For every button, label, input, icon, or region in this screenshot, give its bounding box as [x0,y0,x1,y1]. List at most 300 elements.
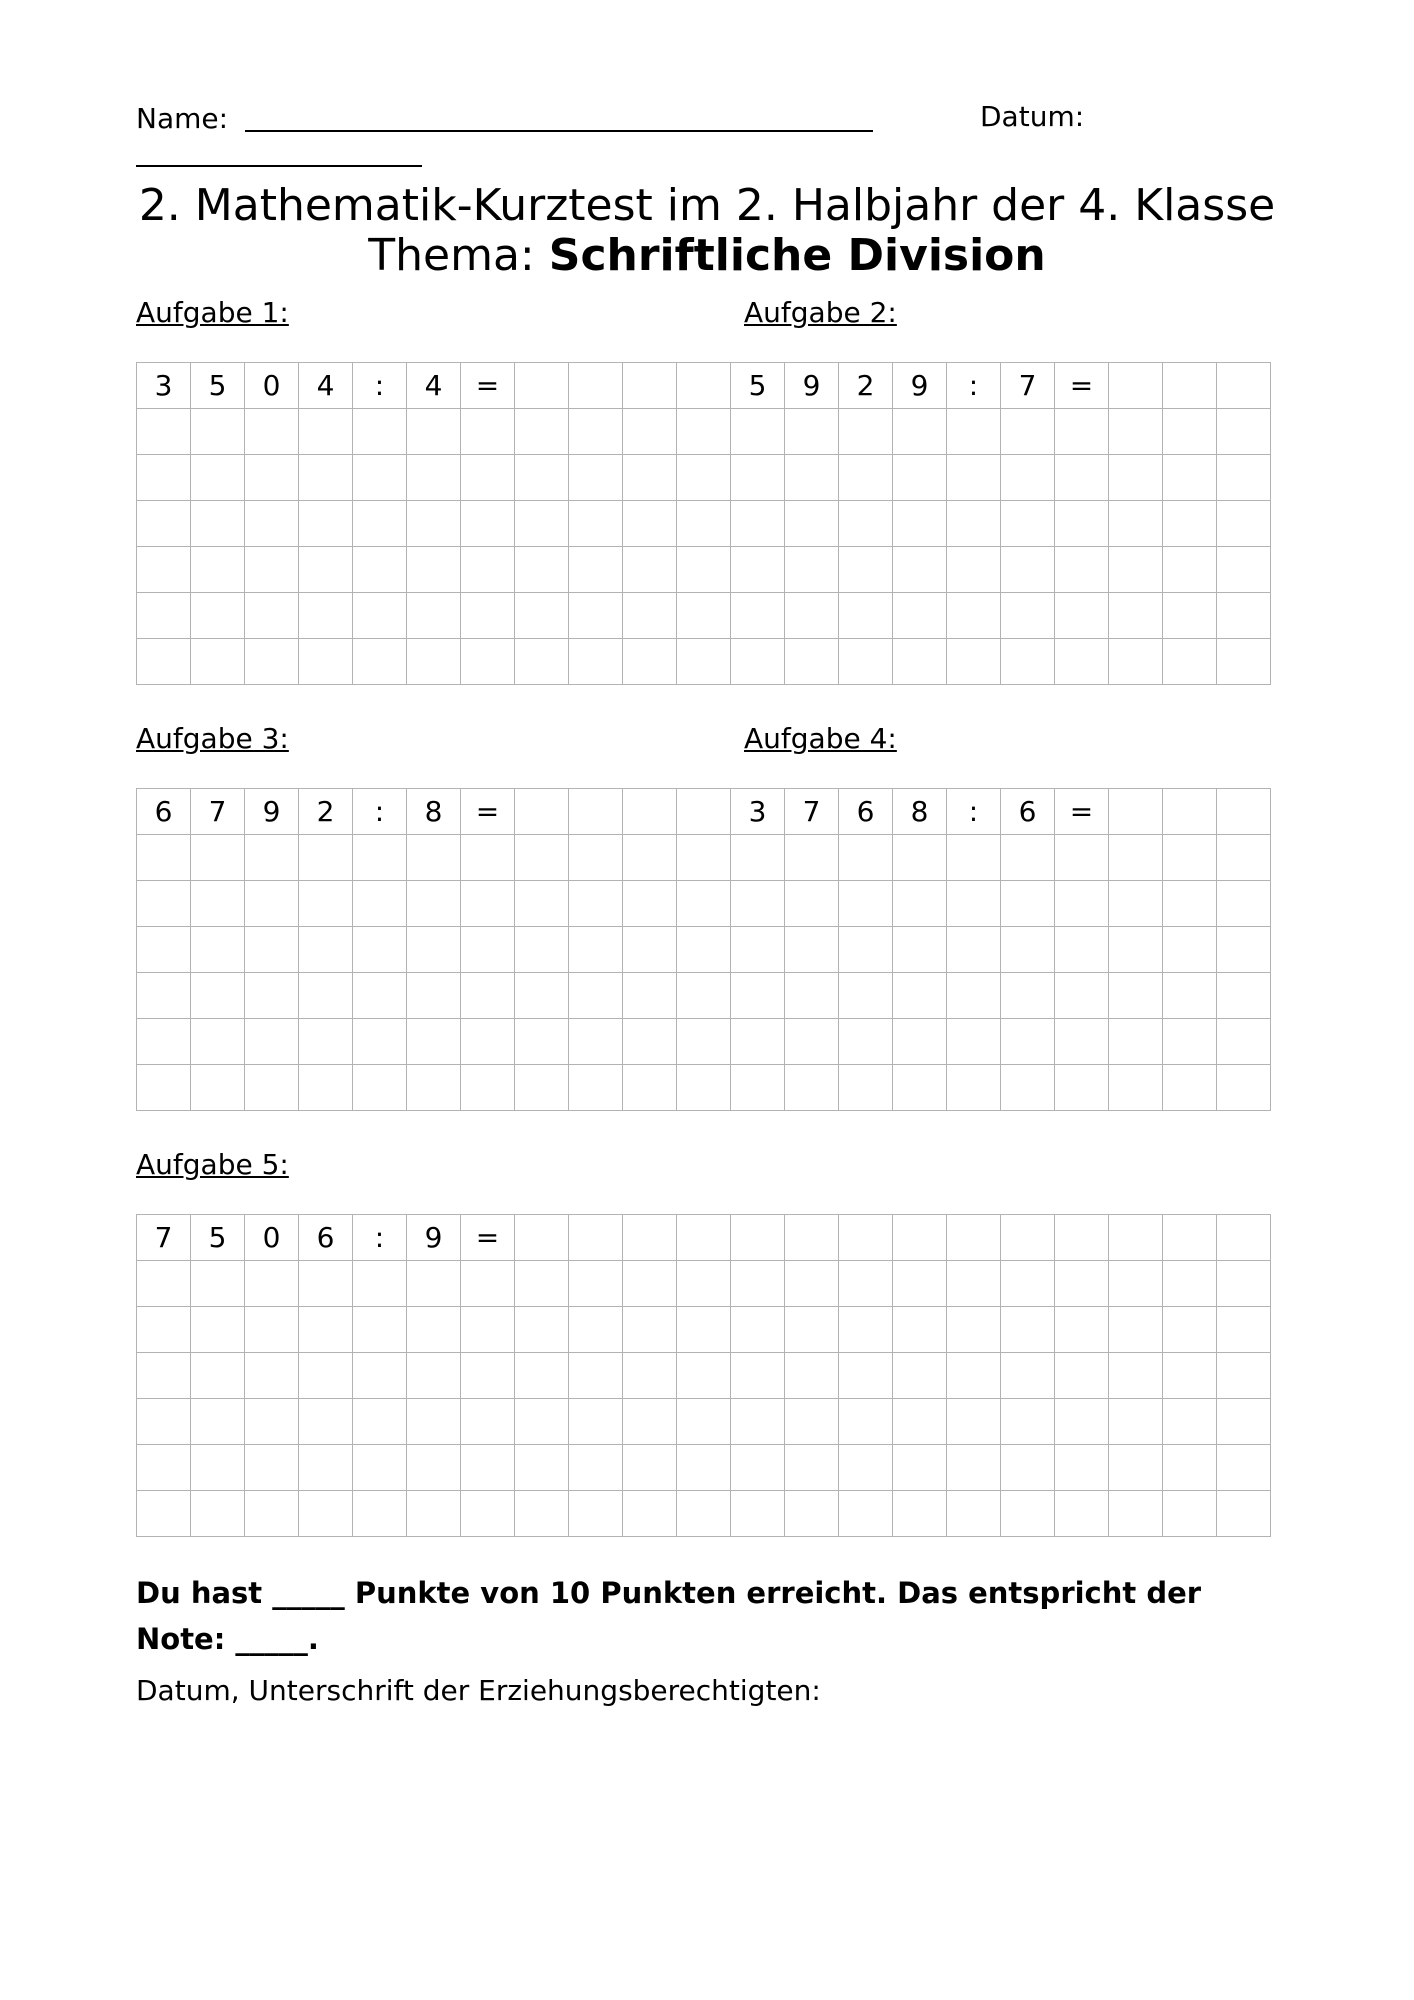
grid-cell[interactable] [407,927,461,973]
grid-cell[interactable] [893,973,947,1019]
grid-cell[interactable] [1055,639,1109,685]
problem-cell[interactable]: 9 [407,1215,461,1261]
problem-cell[interactable]: 2 [839,363,893,409]
grid-cell[interactable] [1001,501,1055,547]
grid-cell[interactable] [191,409,245,455]
grid-cell[interactable] [623,1353,677,1399]
grid-cell[interactable] [569,1215,623,1261]
grid-cell[interactable] [1001,1065,1055,1111]
grid-cell[interactable] [137,927,191,973]
task-grid-3[interactable] [136,788,1271,1111]
grid-cell[interactable] [1217,639,1271,685]
grid-cell[interactable] [569,1353,623,1399]
grid-cell[interactable] [1163,789,1217,835]
grid-cell[interactable] [785,927,839,973]
problem-cell[interactable]: 5 [191,363,245,409]
grid-cell[interactable] [245,547,299,593]
problem-cell[interactable]: 7 [785,789,839,835]
grid-cell[interactable] [353,1353,407,1399]
grid-cell[interactable] [1217,455,1271,501]
grid-cell[interactable] [299,927,353,973]
grid-cell[interactable] [947,927,1001,973]
grid-cell[interactable] [947,1307,1001,1353]
grid-cell[interactable] [353,1307,407,1353]
grid-cell[interactable] [677,547,731,593]
problem-cell[interactable]: = [461,1215,515,1261]
grid-cell[interactable] [1055,1065,1109,1111]
grid-cell[interactable] [1055,1307,1109,1353]
grid-cell[interactable] [785,1019,839,1065]
grid-cell[interactable] [1055,455,1109,501]
grid-cell[interactable] [623,1399,677,1445]
grid-cell[interactable] [461,501,515,547]
grid-cell[interactable] [947,881,1001,927]
grid-cell[interactable] [677,835,731,881]
grid-cell[interactable] [1163,455,1217,501]
grid-cell[interactable] [407,1491,461,1537]
grid-cell[interactable] [1055,501,1109,547]
grid-cell[interactable] [569,927,623,973]
grid-cell[interactable] [1055,1261,1109,1307]
grid-cell[interactable] [1055,547,1109,593]
grid-cell[interactable] [947,1491,1001,1537]
grid-cell[interactable] [353,1261,407,1307]
grid-cell[interactable] [137,639,191,685]
grid-cell[interactable] [947,547,1001,593]
grid-cell[interactable] [407,835,461,881]
grid-cell[interactable] [731,639,785,685]
grid-cell[interactable] [1217,363,1271,409]
grid-cell[interactable] [839,1353,893,1399]
grid-cell[interactable] [407,547,461,593]
grid-cell[interactable] [731,409,785,455]
grid-cell[interactable] [245,1399,299,1445]
grid-cell[interactable] [1163,409,1217,455]
grid-cell[interactable] [893,1215,947,1261]
grid-cell[interactable] [299,1307,353,1353]
grid-cell[interactable] [1001,835,1055,881]
grid-cell[interactable] [407,1065,461,1111]
grid-cell[interactable] [299,501,353,547]
problem-cell[interactable]: = [461,789,515,835]
grid-cell[interactable] [839,1491,893,1537]
grid-cell[interactable] [191,1019,245,1065]
grid-cell[interactable] [137,881,191,927]
grid-cell[interactable] [569,881,623,927]
grid-cell[interactable] [623,409,677,455]
grid-cell[interactable] [839,1215,893,1261]
grid-cell[interactable] [515,363,569,409]
grid-cell[interactable] [569,363,623,409]
grid-cell[interactable] [1109,789,1163,835]
grid-cell[interactable] [1217,1399,1271,1445]
grid-cell[interactable] [1163,1065,1217,1111]
grid-cell[interactable] [245,455,299,501]
grid-cell[interactable] [569,1065,623,1111]
problem-cell[interactable]: = [1055,789,1109,835]
grid-cell[interactable] [623,639,677,685]
grid-cell[interactable] [839,1261,893,1307]
grid-cell[interactable] [353,973,407,1019]
grid-cell[interactable] [785,455,839,501]
problem-cell[interactable]: 3 [137,363,191,409]
problem-cell[interactable]: 7 [1001,363,1055,409]
grid-cell[interactable] [839,593,893,639]
problem-cell[interactable]: = [461,363,515,409]
grid-cell[interactable] [947,973,1001,1019]
grid-cell[interactable] [731,1215,785,1261]
grid-cell[interactable] [1109,835,1163,881]
grid-cell[interactable] [1001,1215,1055,1261]
grid-cell[interactable] [1109,1215,1163,1261]
grid-cell[interactable] [569,1019,623,1065]
grid-cell[interactable] [137,1261,191,1307]
grid-cell[interactable] [1109,881,1163,927]
problem-cell[interactable]: 6 [137,789,191,835]
grid-cell[interactable] [515,1399,569,1445]
grid-cell[interactable] [1163,1019,1217,1065]
grid-cell[interactable] [1109,1491,1163,1537]
grid-cell[interactable] [407,409,461,455]
grid-cell[interactable] [1055,409,1109,455]
grid-cell[interactable] [731,927,785,973]
grid-cell[interactable] [407,593,461,639]
grid-cell[interactable] [731,1261,785,1307]
grid-cell[interactable] [515,1445,569,1491]
grid-cell[interactable] [245,927,299,973]
grid-cell[interactable] [1055,927,1109,973]
grid-cell[interactable] [1001,973,1055,1019]
grid-cell[interactable] [785,547,839,593]
grid-cell[interactable] [1163,1307,1217,1353]
grid-cell[interactable] [731,1399,785,1445]
grid-cell[interactable] [1163,1353,1217,1399]
grid-cell[interactable] [839,409,893,455]
grid-cell[interactable] [299,593,353,639]
grid-cell[interactable] [1217,1065,1271,1111]
grid-cell[interactable] [299,1261,353,1307]
grid-cell[interactable] [623,501,677,547]
grid-cell[interactable] [623,1261,677,1307]
grid-cell[interactable] [407,881,461,927]
grid-cell[interactable] [677,1261,731,1307]
grid-cell[interactable] [947,1399,1001,1445]
grid-cell[interactable] [461,1399,515,1445]
grid-cell[interactable] [515,1491,569,1537]
grid-cell[interactable] [1109,639,1163,685]
grid-cell[interactable] [191,881,245,927]
problem-cell[interactable]: 2 [299,789,353,835]
problem-cell[interactable]: 0 [245,1215,299,1261]
grid-cell[interactable] [623,927,677,973]
grid-cell[interactable] [137,835,191,881]
grid-cell[interactable] [785,1065,839,1111]
grid-cell[interactable] [1217,881,1271,927]
grid-cell[interactable] [245,973,299,1019]
grid-cell[interactable] [1001,1307,1055,1353]
grid-cell[interactable] [731,501,785,547]
grid-cell[interactable] [1001,593,1055,639]
grid-cell[interactable] [191,1399,245,1445]
grid-cell[interactable] [1055,881,1109,927]
grid-cell[interactable] [515,1065,569,1111]
grid-cell[interactable] [839,455,893,501]
grid-cell[interactable] [245,1445,299,1491]
grid-cell[interactable] [1217,409,1271,455]
grid-cell[interactable] [515,409,569,455]
grid-cell[interactable] [623,973,677,1019]
grid-cell[interactable] [353,1019,407,1065]
grid-cell[interactable] [245,1261,299,1307]
grid-cell[interactable] [839,881,893,927]
grid-cell[interactable] [731,455,785,501]
grid-cell[interactable] [947,593,1001,639]
grid-cell[interactable] [461,835,515,881]
grid-cell[interactable] [947,1065,1001,1111]
problem-cell[interactable]: : [353,1215,407,1261]
grid-cell[interactable] [515,973,569,1019]
grid-cell[interactable] [569,409,623,455]
grid-cell[interactable] [299,1445,353,1491]
grid-cell[interactable] [1163,835,1217,881]
grid-cell[interactable] [677,409,731,455]
grid-cell[interactable] [1055,1399,1109,1445]
grid-cell[interactable] [1163,547,1217,593]
grid-cell[interactable] [677,1399,731,1445]
grid-cell[interactable] [245,1491,299,1537]
grid-cell[interactable] [353,593,407,639]
problem-cell[interactable]: 5 [731,363,785,409]
grid-cell[interactable] [785,1491,839,1537]
grid-cell[interactable] [299,835,353,881]
grid-cell[interactable] [191,455,245,501]
grid-cell[interactable] [623,789,677,835]
problem-cell[interactable]: 9 [245,789,299,835]
grid-cell[interactable] [1109,1445,1163,1491]
grid-cell[interactable] [1217,1353,1271,1399]
grid-cell[interactable] [893,1261,947,1307]
grid-cell[interactable] [515,593,569,639]
grid-cell[interactable] [623,1491,677,1537]
grid-cell[interactable] [731,1307,785,1353]
grid-cell[interactable] [1217,1215,1271,1261]
grid-cell[interactable] [785,593,839,639]
grid-cell[interactable] [191,1491,245,1537]
grid-cell[interactable] [785,501,839,547]
grid-cell[interactable] [947,501,1001,547]
problem-cell[interactable]: 5 [191,1215,245,1261]
grid-cell[interactable] [893,835,947,881]
grid-cell[interactable] [461,881,515,927]
grid-cell[interactable] [515,1019,569,1065]
grid-cell[interactable] [461,639,515,685]
grid-cell[interactable] [569,1261,623,1307]
grid-cell[interactable] [893,1065,947,1111]
grid-cell[interactable] [947,1215,1001,1261]
grid-cell[interactable] [407,1445,461,1491]
grid-cell[interactable] [137,455,191,501]
grid-cell[interactable] [839,1399,893,1445]
grid-cell[interactable] [353,1065,407,1111]
problem-cell[interactable]: 6 [299,1215,353,1261]
grid-cell[interactable] [353,1399,407,1445]
grid-cell[interactable] [1055,1445,1109,1491]
grid-cell[interactable] [299,881,353,927]
grid-cell[interactable] [1001,455,1055,501]
grid-cell[interactable] [137,973,191,1019]
grid-cell[interactable] [137,409,191,455]
grid-cell[interactable] [137,1353,191,1399]
grid-cell[interactable] [731,881,785,927]
grid-cell[interactable] [731,593,785,639]
grid-cell[interactable] [191,1353,245,1399]
grid-cell[interactable] [461,973,515,1019]
grid-cell[interactable] [191,973,245,1019]
grid-cell[interactable] [839,835,893,881]
grid-cell[interactable] [623,1445,677,1491]
grid-cell[interactable] [1163,881,1217,927]
problem-cell[interactable]: 7 [137,1215,191,1261]
grid-cell[interactable] [1001,1491,1055,1537]
problem-cell[interactable]: = [1055,363,1109,409]
grid-cell[interactable] [461,1065,515,1111]
grid-cell[interactable] [1163,1445,1217,1491]
grid-cell[interactable] [515,455,569,501]
task-grid-5[interactable] [136,1214,1271,1537]
grid-cell[interactable] [137,593,191,639]
grid-cell[interactable] [1109,409,1163,455]
grid-cell[interactable] [1217,835,1271,881]
grid-cell[interactable] [191,1065,245,1111]
grid-cell[interactable] [407,455,461,501]
grid-cell[interactable] [677,455,731,501]
grid-cell[interactable] [839,1065,893,1111]
grid-cell[interactable] [785,1307,839,1353]
grid-cell[interactable] [677,1019,731,1065]
grid-cell[interactable] [245,835,299,881]
grid-cell[interactable] [1217,501,1271,547]
grid-cell[interactable] [1163,1215,1217,1261]
grid-cell[interactable] [1109,455,1163,501]
grid-cell[interactable] [353,881,407,927]
grid-cell[interactable] [191,639,245,685]
task-grid-1[interactable] [136,362,1271,685]
grid-cell[interactable] [677,881,731,927]
grid-cell[interactable] [893,1353,947,1399]
grid-cell[interactable] [731,547,785,593]
grid-cell[interactable] [893,639,947,685]
grid-cell[interactable] [191,501,245,547]
grid-cell[interactable] [785,881,839,927]
grid-cell[interactable] [1001,1445,1055,1491]
grid-cell[interactable] [947,1445,1001,1491]
problem-cell[interactable]: 3 [731,789,785,835]
grid-cell[interactable] [1055,593,1109,639]
grid-cell[interactable] [1001,927,1055,973]
grid-cell[interactable] [515,1353,569,1399]
grid-cell[interactable] [1001,881,1055,927]
name-input-line[interactable] [245,100,873,132]
grid-cell[interactable] [353,501,407,547]
grid-cell[interactable] [839,1307,893,1353]
grid-cell[interactable] [515,1261,569,1307]
grid-cell[interactable] [947,1353,1001,1399]
grid-cell[interactable] [1163,927,1217,973]
grid-cell[interactable] [785,409,839,455]
grid-cell[interactable] [137,1065,191,1111]
grid-cell[interactable] [1055,1019,1109,1065]
grid-cell[interactable] [731,1019,785,1065]
grid-cell[interactable] [569,1307,623,1353]
grid-cell[interactable] [893,1307,947,1353]
grid-cell[interactable] [461,927,515,973]
grid-cell[interactable] [353,927,407,973]
grid-cell[interactable] [1109,501,1163,547]
grid-cell[interactable] [407,501,461,547]
grid-cell[interactable] [1109,927,1163,973]
grid-cell[interactable] [1109,1065,1163,1111]
grid-cell[interactable] [1163,639,1217,685]
grid-cell[interactable] [785,973,839,1019]
grid-cell[interactable] [407,1019,461,1065]
grid-cell[interactable] [353,409,407,455]
grid-cell[interactable] [947,835,1001,881]
grid-cell[interactable] [191,927,245,973]
grid-cell[interactable] [245,1307,299,1353]
grid-cell[interactable] [623,363,677,409]
grid-cell[interactable] [785,835,839,881]
grid-cell[interactable] [407,1399,461,1445]
grid-cell[interactable] [407,973,461,1019]
grid-cell[interactable] [893,593,947,639]
grid-cell[interactable] [137,547,191,593]
grid-cell[interactable] [893,501,947,547]
grid-cell[interactable] [893,881,947,927]
grid-cell[interactable] [515,547,569,593]
grid-cell[interactable] [515,1307,569,1353]
grid-cell[interactable] [677,1215,731,1261]
problem-cell[interactable]: 6 [1001,789,1055,835]
grid-cell[interactable] [1055,1353,1109,1399]
grid-cell[interactable] [191,1261,245,1307]
grid-cell[interactable] [245,593,299,639]
grid-cell[interactable] [893,1019,947,1065]
grid-cell[interactable] [299,1399,353,1445]
grid-cell[interactable] [623,593,677,639]
grid-cell[interactable] [623,547,677,593]
grid-cell[interactable] [1109,363,1163,409]
grid-cell[interactable] [461,1445,515,1491]
grid-cell[interactable] [245,881,299,927]
grid-cell[interactable] [461,1019,515,1065]
grid-cell[interactable] [245,1065,299,1111]
grid-cell[interactable] [353,547,407,593]
grid-cell[interactable] [785,1399,839,1445]
grid-cell[interactable] [1217,593,1271,639]
grid-cell[interactable] [569,639,623,685]
problem-cell[interactable]: 4 [299,363,353,409]
problem-cell[interactable]: : [947,789,1001,835]
grid-cell[interactable] [677,639,731,685]
grid-cell[interactable] [191,1445,245,1491]
grid-cell[interactable] [461,455,515,501]
grid-cell[interactable] [1109,1019,1163,1065]
grid-cell[interactable] [623,1065,677,1111]
grid-cell[interactable] [1001,1019,1055,1065]
grid-cell[interactable] [839,1019,893,1065]
grid-cell[interactable] [515,501,569,547]
grid-cell[interactable] [677,501,731,547]
